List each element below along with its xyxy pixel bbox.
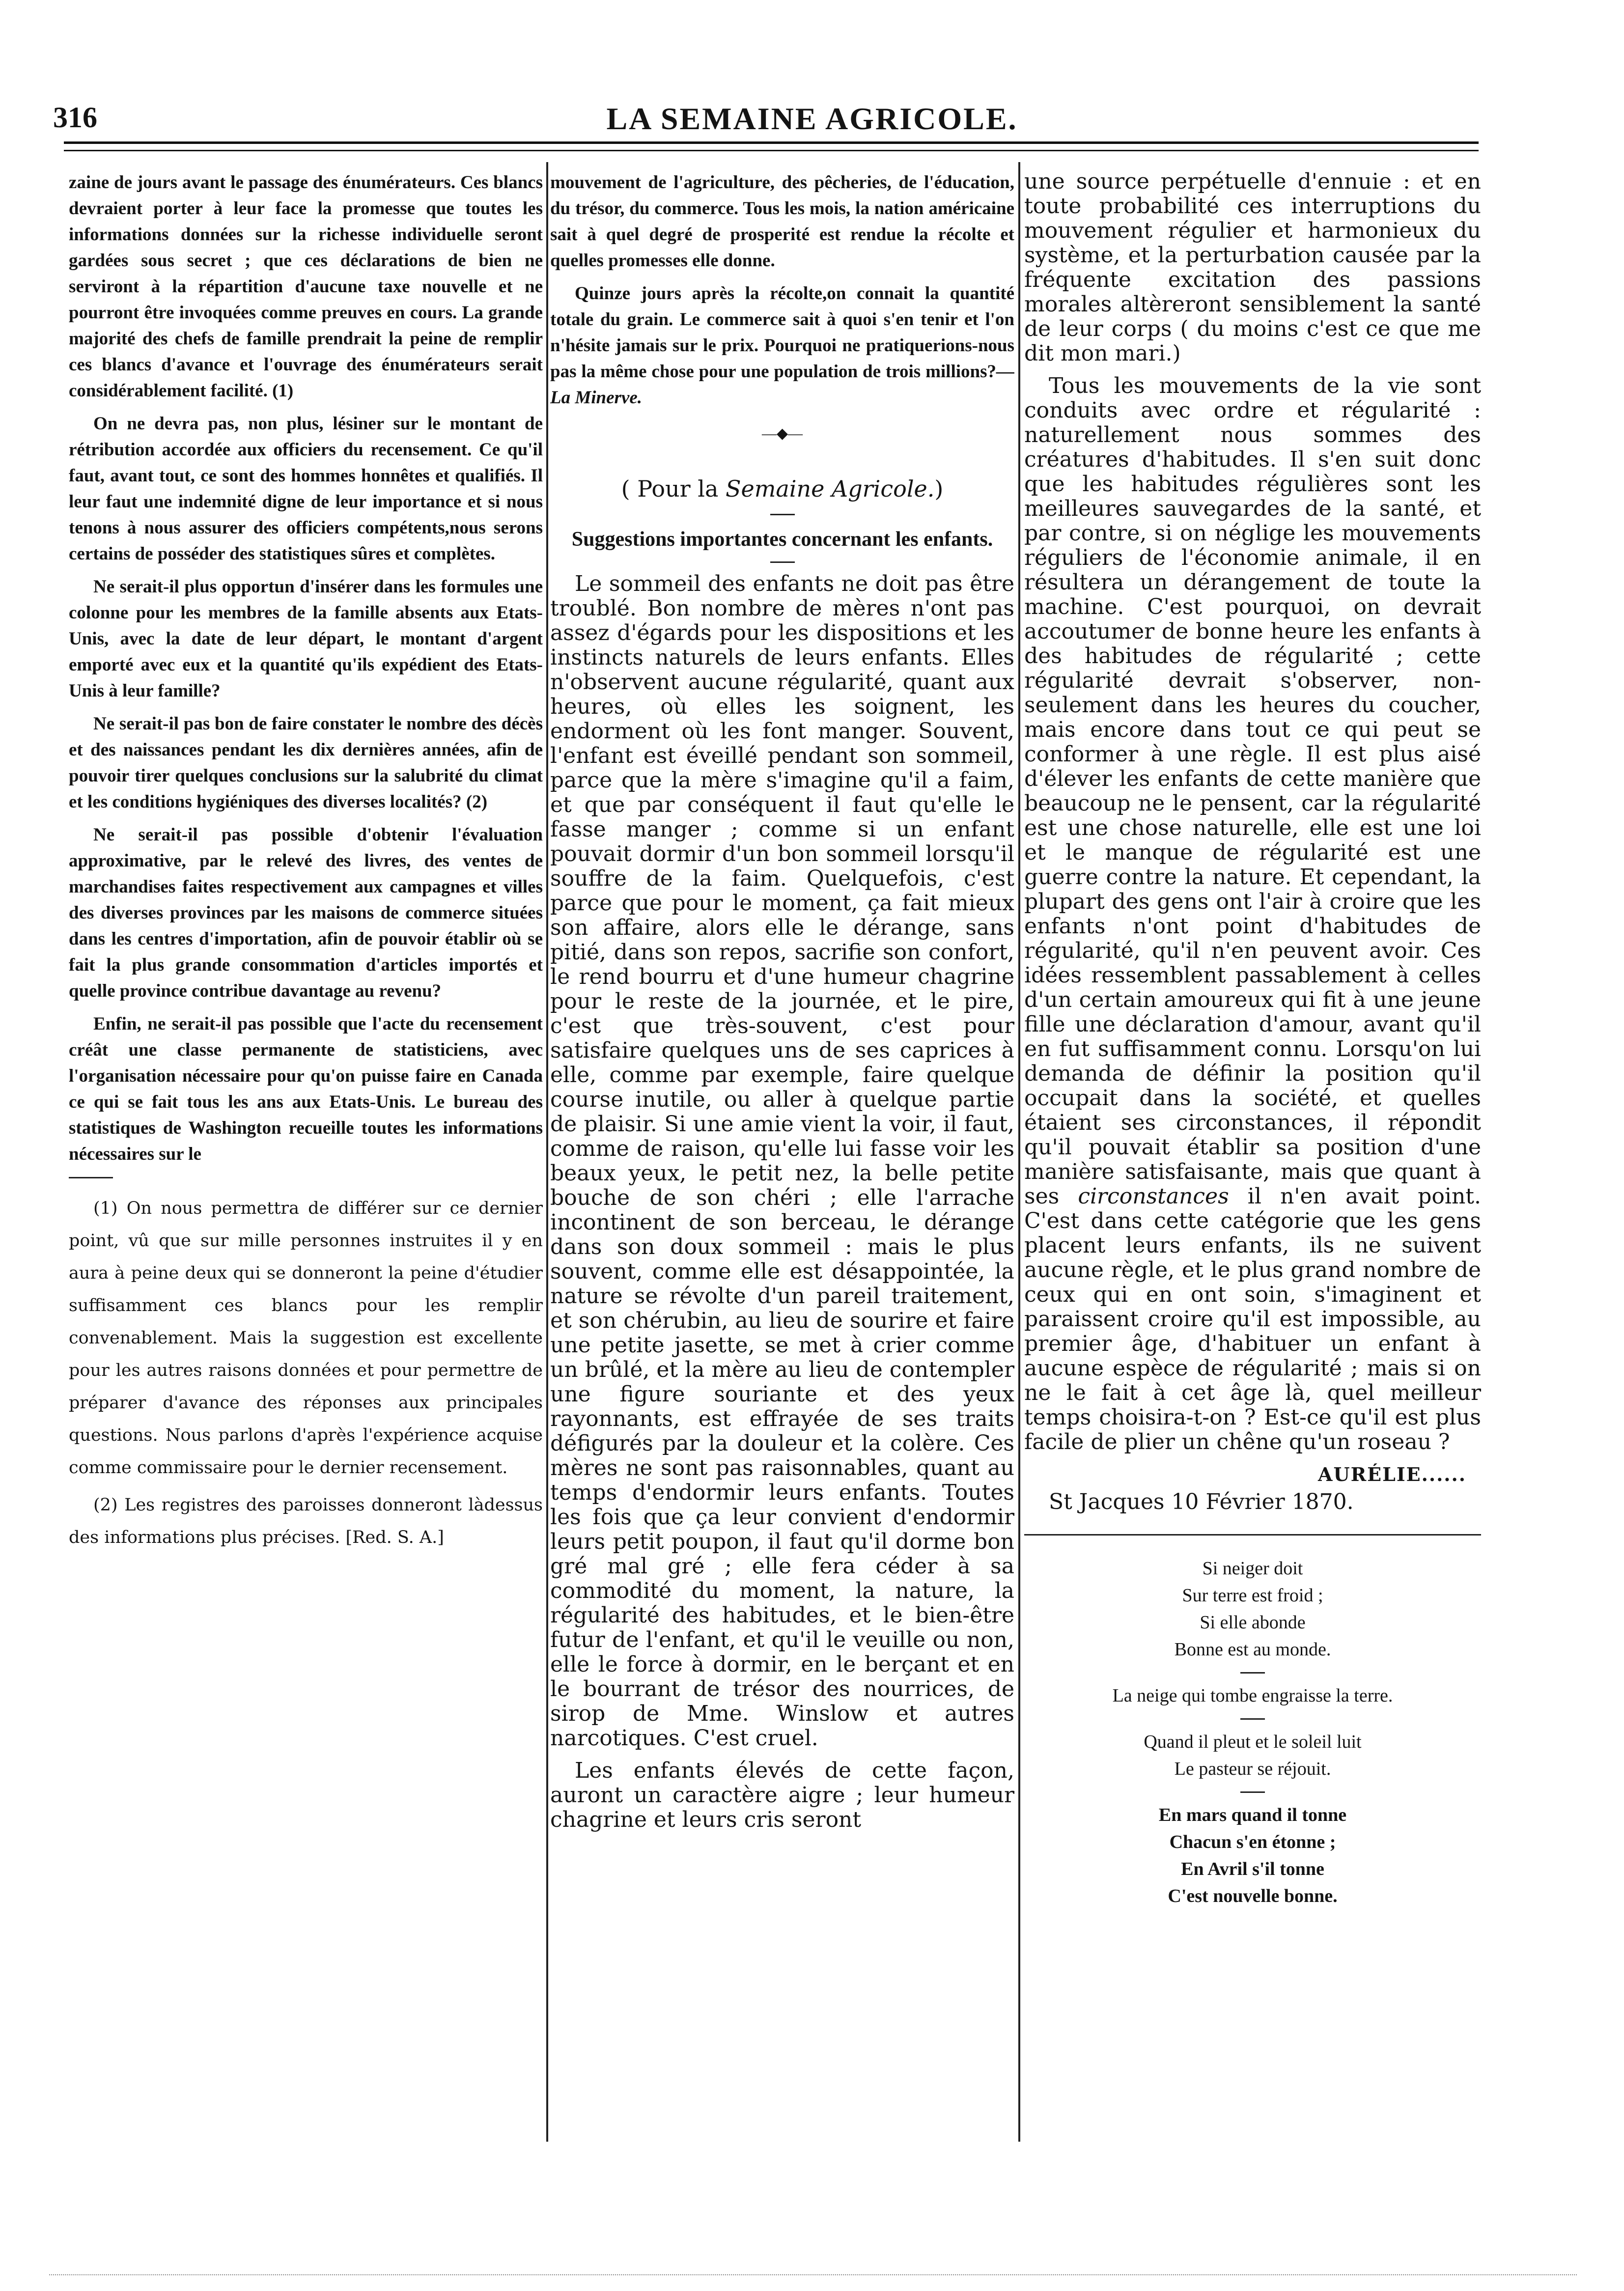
attribution-line (550, 476, 1014, 502)
paragraph: Ne serait-il plus opportun d'insérer dans les formules une colonne pour les membres de la famille absents aux Etats-Unis, avec la date de leur départ, le montant d'argent emporté avec eux et la quantité qu'ils expédient des Etats-Unis à leur famille? (69, 577, 543, 701)
footnote: (1) On nous permettra de différer sur ce dernier point, vû que sur mille personnes instruites il y en aura à peine deux qui se donneront la peine d'étudier suffisamment ces blancs pour les remplir convenablement. Mais la suggestion est excellente pour les autres raisons données et pour permettre de préparer d'avance des réponses aux principales questions. Nous parlons d'après l'expérience acquise comme commissaire pour le dernier recensement. (69, 1199, 543, 1478)
newspaper-title: LA SEMAINE AGRICOLE. (606, 101, 1018, 136)
paragraph (550, 280, 1014, 411)
proverb-line: Sur terre est froid ; (1182, 1585, 1323, 1606)
proverb-line: Bonne est au monde. (1174, 1639, 1331, 1660)
attribution-suffix: ) (934, 475, 944, 502)
article-heading: Suggestions importantes concernant les enfants. (571, 528, 993, 551)
proverb-line: Chacun s'en étonne ; (1169, 1832, 1336, 1852)
column-continuation (1024, 169, 1481, 1914)
paragraph: une source perpétuelle d'ennuie : et en toute probabilité ces interruptions du mouvement régulier et harmonieux du système, et la perturbation causée par la fréquente excitation des passions morales altèreront sensiblement la santé de leur corps ( du moins c'est ce que me dit mon mari.) (1024, 169, 1481, 366)
page-number: 316 (53, 101, 97, 134)
dash-divider (770, 561, 795, 563)
column-census-article (69, 169, 543, 1559)
header-rule (64, 141, 1479, 151)
attribution-journal: Semaine Agricole. (726, 475, 935, 502)
proverb-line: En Avril s'il tonne (1181, 1859, 1324, 1879)
paragraph: On ne devra pas, non plus, lésiner sur le montant de rétribution accordée aux officiers du recensement. Ce qu'il faut, avant tout, ce sont des hommes honnêtes et qualifiés. Il leur faut une indemnité digne de leur importance et si nous tenons à nous assurer des officiers compétents,nous serons certains de posséder des statistiques sûres et complètes. (69, 414, 543, 564)
italic-word: circonstances (1078, 1184, 1229, 1209)
dash-divider (770, 514, 795, 515)
proverb (1024, 1802, 1481, 1910)
paragraph: Ne serait-il pas possible d'obtenir l'évaluation approximative, par le relevé des livres, des ventes de marchandises faites respectivement aux campagnes et villes des diverses provinces par les maisons de commerce situées dans les centres d'importation, afin de pouvoir établir où se fait la plus grande consommation d'articles importés et quelle province contribue davantage au revenu? (69, 825, 543, 1001)
paragraph: zaine de jours avant le passage des énumérateurs. Ces blancs devraient porter à leur face la promesse que toutes les informations données sur la richesse individuelle seront gardées sous secret ; que ces déclarations de bien ne serviront à la répartition d'aucune taxe nouvelle et ne pourront être invoquées comme preuves en cours. La grande majorité des chefs de famille prendrait la peine de remplir ces blancs d'avance et l'ouvrage des énumérateurs serait considérablement facilité. (1) (69, 172, 543, 401)
dash-divider (1240, 1791, 1265, 1793)
dash-divider (1240, 1718, 1265, 1720)
proverb-line: La neige qui tombe engraisse la terre. (1112, 1685, 1393, 1706)
paragraph: Enfin, ne serait-il pas possible que l'acte du recensement créât une classe permanente de statisticiens, avec l'organisation nécessaire pour qu'on puisse faire en Canada ce qui se fait tous les ans aux Etats-Unis. Le bureau des statistiques de Washington recueille toutes les informations nécessaires sur le (69, 1014, 543, 1164)
paragraph: Le sommeil des enfants ne doit pas être troublé. Bon nombre de mères n'ont pas assez d'égards pour les dispositions et les instincts naturels de leurs enfants. Elles n'observent aucune régularité, quant aux heures, où elles les soignent, les endorment où les font manger. Souvent, l'enfant est éveillé pendant son sommeil, parce que la mère s'imagine qu'il a faim, et que par conséquent il faut qu'elle le fasse manger ; comme si un enfant pouvait dormir d'un bon sommeil lorsqu'il souffre de la faim. Quelquefois, c'est parce que pour le moment, ça fait mieux son affaire, alors elle le dérange, sans pitié, dans son repos, sacrifie son confort, le rend bourru et d'une humeur chagrine pour le reste de la journée, et le pire, c'est que très-souvent, c'est pour satisfaire quelques uns de ses caprices à elle, comme par exemple, faire quelque course inutile, ou aller à quelque partie de plaisir. Si une amie vient la voir, il faut, comme de raison, qu'elle lui fasse voir les beaux yeux, le petit nez, la belle petite bouche de son chéri ; elle l'arrache incontinent de son berceau, le dérange dans son doux sommeil : mais le plus souvent, comme elle est désappointée, la nature se révolte d'un pareil traitement, et son chérubin, au lieu de sourire et faire une petite jasette, se met à crier comme un brûlé, et la mère au lieu de contempler une figure souriante et des yeux rayonnants, est effrayée de ses traits défigurés par la douleur et la colère. Ces mères ne sont pas raisonnables, quant au temps d'endormir leurs enfants. Toutes les fois que ça leur convient d'endormir leurs petit poupon, il faut qu'il dorme bon gré mal gré ; elle fera céder à sa commodité du moment, la nature, la régularité des habitudes, et le bien-être futur de l'enfant, et qu'il le veuille ou non, elle le force à dormir, en le berçant et en le bourrant de trésor des nourrices, de sirop de Mme. Winslow et autres narcotiques. C'est cruel. (550, 571, 1014, 1751)
proverb-line: En mars quand il tonne (1158, 1805, 1347, 1825)
proverbs-box (1024, 1534, 1481, 1910)
proverb-line: Le pasteur se réjouit. (1174, 1759, 1331, 1779)
proverb-line: Quand il pleut et le soleil luit (1144, 1732, 1362, 1752)
paragraph: mouvement de l'agriculture, des pêcheries, de l'éducation, du trésor, du commerce. Tous les mois, la nation américaine sait à quel degré de prosperité est rendue la récolte et quelles promesses elle donne. (550, 172, 1014, 271)
proverb-line: C'est nouvelle bonne. (1168, 1886, 1338, 1906)
proverb-line: Si elle abonde (1200, 1612, 1306, 1633)
proverb (1024, 1682, 1481, 1709)
dateline: St Jacques 10 Février 1870. (1049, 1489, 1354, 1514)
page-bottom-edge (49, 2274, 1577, 2275)
paragraph: Les enfants élevés de cette façon, auront un caractère aigre ; leur humeur chagrine et leurs cris seront (550, 1758, 1014, 1832)
footnote: (2) Les registres des paroisses donneront làdessus des informations plus précises. [Red. S. A.] (69, 1495, 543, 1547)
ornament-divider: —◆— (761, 425, 803, 442)
author-signature: AURÉLIE...... (1317, 1463, 1466, 1485)
dash-divider (1240, 1672, 1265, 1674)
paragraph (1024, 374, 1481, 1454)
paragraph-text: Tous les mouvements de la vie sont conduits avec ordre et régularité : naturellement nous sommes des créatures d'habitudes. Il s'en suit donc que les habitudes régulières sont les meilleures sauvegardes de la santé, et par contre, si on néglige les mouvements réguliers de l'économie animale, il en résultera un dérangement de toute la machine. C'est pourquoi, on devrait accoutumer de bonne heure les enfants à des habitudes de régularité ; cette régularité devrait s'observer, non-seulement dans les heures du coucher, mais encore dans tout ce qui peut se conformer à une règle. Il est plus aisé d'élever les enfants de cette manière que beaucoup ne le pensent, car la régularité est une chose naturelle, elle est une loi et le manque de régularité est une guerre contre la nature. Et cependant, la plupart des gens ont l'air à croire que les enfants n'ont point d'habitudes de régularité, qu'il n'en peuvent avoir. Ces idées ressemblent passablement à celles d'un certain amoureux qui fit à une jeune fille une déclaration d'amour, avant qu'il en fut suffisamment connu. Lorsqu'on lui demanda de définir la position qu'il occupait dans la société, et quelles étaient ses circonstances, il répondit qu'il pouvait établir sa position d'une manière satisfaisante, mais que quant à ses (1024, 373, 1481, 1209)
proverb-line: Si neiger doit (1202, 1558, 1303, 1579)
source-credit: —La Minerve. (550, 362, 1014, 408)
proverb (1024, 1555, 1481, 1663)
proverb (1024, 1729, 1481, 1783)
paragraph: Ne serait-il pas bon de faire constater le nombre des décès et des naissances pendant les dix dernières années, afin de pouvoir tirer quelques conclusions sur la salubrité du climat et les conditions hygiéniques des diverses localités? (2) (69, 714, 543, 812)
footnote-rule (69, 1177, 113, 1178)
column-children-article (550, 169, 1014, 1840)
footnotes (69, 1192, 543, 1554)
paragraph-text: Quinze jours après la récolte,on connait la quantité totale du grain. Le commerce sait à quoi s'en tenir et l'on n'hésite jamais sur le prix. Pourquoi ne pratiquerions-nous pas la même chose pour une population de trois millions? (550, 283, 1014, 382)
attribution-prefix: ( Pour la (621, 475, 726, 502)
column-divider (1018, 162, 1020, 2142)
paragraph-text: il n'en avait point. C'est dans cette catégorie que les gens placent leurs enfants, ils ne suivent aucune règle, et le plus grand nombre de ceux qui en ont soin, s'imaginent et paraissent croire qu'il est impossible, au premier âge, d'habituer un enfant à aucune espèce de régularité ; mais si on ne le fait à cet âge là, quel meilleur temps choisira-t-on ? Est-ce qu'il est plus facile de plier un chêne qu'un roseau ? (1024, 1184, 1481, 1454)
column-divider (546, 162, 548, 2142)
